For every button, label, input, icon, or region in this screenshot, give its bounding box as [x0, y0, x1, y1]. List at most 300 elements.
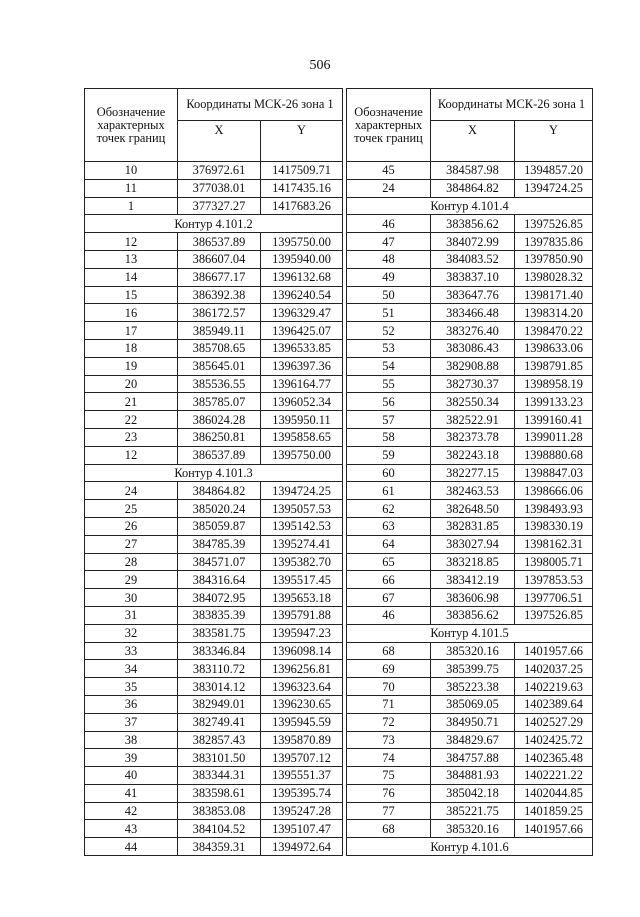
- y-coordinate-cell: 1402037.25: [515, 660, 593, 678]
- point-id-cell: 12: [85, 233, 178, 251]
- x-coordinate-cell: 382908.88: [431, 357, 515, 375]
- point-id-cell: 42: [85, 802, 178, 820]
- x-coordinate-cell: 386250.81: [178, 428, 261, 446]
- y-coordinate-cell: 1396098.14: [261, 642, 343, 660]
- y-coordinate-cell: 1397853.53: [515, 571, 593, 589]
- point-id-cell: 68: [347, 820, 431, 838]
- y-coordinate-cell: 1395142.53: [261, 517, 343, 535]
- y-coordinate-cell: 1402219.63: [515, 678, 593, 696]
- table-row: [347, 446, 593, 464]
- y-coordinate-cell: 1402527.29: [515, 713, 593, 731]
- point-id-cell: 66: [347, 571, 431, 589]
- point-id-cell: 76: [347, 784, 431, 802]
- y-coordinate-cell: 1399160.41: [515, 411, 593, 429]
- y-coordinate-cell: 1396164.77: [261, 375, 343, 393]
- point-id-cell: 34: [85, 660, 178, 678]
- point-id-cell: 52: [347, 322, 431, 340]
- point-id-cell: 29: [85, 571, 178, 589]
- x-coordinate-cell: 385708.65: [178, 339, 261, 357]
- x-coordinate-cell: 384864.82: [178, 482, 261, 500]
- contour-heading-row: [347, 197, 593, 215]
- x-coordinate-cell: 384950.71: [431, 713, 515, 731]
- point-id-cell: 13: [85, 250, 178, 268]
- x-coordinate-cell: 376972.61: [178, 162, 261, 180]
- y-coordinate-cell: 1398880.68: [515, 446, 593, 464]
- y-coordinate-cell: 1399133.23: [515, 393, 593, 411]
- y-coordinate-cell: 1398330.19: [515, 517, 593, 535]
- x-coordinate-cell: 383014.12: [178, 678, 261, 696]
- table-row: [85, 304, 343, 322]
- point-id-cell: 73: [347, 731, 431, 749]
- y-column-header: Y: [261, 121, 343, 162]
- y-coordinate-cell: 1395858.65: [261, 428, 343, 446]
- y-coordinate-cell: 1397850.90: [515, 250, 593, 268]
- table-row: [85, 695, 343, 713]
- table-row: [85, 482, 343, 500]
- point-id-cell: 10: [85, 162, 178, 180]
- x-coordinate-cell: 383856.62: [431, 606, 515, 624]
- table-row: [85, 250, 343, 268]
- table-row: [347, 571, 593, 589]
- point-id-cell: 48: [347, 250, 431, 268]
- point-id-cell: 27: [85, 535, 178, 553]
- y-coordinate-cell: 1398028.32: [515, 268, 593, 286]
- point-id-cell: 61: [347, 482, 431, 500]
- y-coordinate-cell: 1398171.40: [515, 286, 593, 304]
- table-row: [347, 411, 593, 429]
- y-coordinate-cell: 1395395.74: [261, 784, 343, 802]
- point-id-cell: 47: [347, 233, 431, 251]
- x-coordinate-cell: 385785.07: [178, 393, 261, 411]
- table-row: [85, 731, 343, 749]
- y-coordinate-cell: 1395870.89: [261, 731, 343, 749]
- table-row: [85, 233, 343, 251]
- x-coordinate-cell: 385221.75: [431, 802, 515, 820]
- table-row: [347, 233, 593, 251]
- coordinates-table-right: [346, 88, 593, 856]
- point-id-cell: 46: [347, 606, 431, 624]
- y-coordinate-cell: 1396230.65: [261, 695, 343, 713]
- x-coordinate-cell: 384587.98: [431, 162, 515, 180]
- label-column-header: Обозначение характерных точек границ: [347, 89, 431, 162]
- table-row: [85, 642, 343, 660]
- x-coordinate-cell: 382749.41: [178, 713, 261, 731]
- table-row: [347, 322, 593, 340]
- x-coordinate-cell: 384316.64: [178, 571, 261, 589]
- table-row: [85, 375, 343, 393]
- y-coordinate-cell: 1398847.03: [515, 464, 593, 482]
- point-id-cell: 36: [85, 695, 178, 713]
- table-row: [85, 624, 343, 642]
- table-row: [347, 482, 593, 500]
- x-coordinate-cell: 382730.37: [431, 375, 515, 393]
- y-coordinate-cell: 1396240.54: [261, 286, 343, 304]
- table-row: [85, 428, 343, 446]
- page-number: 506: [309, 58, 331, 73]
- x-coordinate-cell: 383853.08: [178, 802, 261, 820]
- point-id-cell: 17: [85, 322, 178, 340]
- y-coordinate-cell: 1398162.31: [515, 535, 593, 553]
- y-coordinate-cell: 1402425.72: [515, 731, 593, 749]
- x-coordinate-cell: 382522.91: [431, 411, 515, 429]
- y-coordinate-cell: 1395057.53: [261, 500, 343, 518]
- y-coordinate-cell: 1394724.25: [261, 482, 343, 500]
- x-coordinate-cell: 377038.01: [178, 179, 261, 197]
- table-row: [347, 517, 593, 535]
- table-row: [347, 642, 593, 660]
- y-coordinate-cell: 1417683.26: [261, 197, 343, 215]
- y-coordinate-cell: 1398493.93: [515, 500, 593, 518]
- table-row: [347, 784, 593, 802]
- point-id-cell: 60: [347, 464, 431, 482]
- y-coordinate-cell: 1417509.71: [261, 162, 343, 180]
- point-id-cell: 45: [347, 162, 431, 180]
- x-coordinate-cell: 383581.75: [178, 624, 261, 642]
- x-coordinate-cell: 384785.39: [178, 535, 261, 553]
- y-coordinate-cell: 1397526.85: [515, 215, 593, 233]
- point-id-cell: 19: [85, 357, 178, 375]
- y-coordinate-cell: 1397835.86: [515, 233, 593, 251]
- contour-heading: Контур 4.101.3: [85, 464, 343, 482]
- x-coordinate-cell: 382857.43: [178, 731, 261, 749]
- x-coordinate-cell: 385069.05: [431, 695, 515, 713]
- x-coordinate-cell: 382277.15: [431, 464, 515, 482]
- y-coordinate-cell: 1402365.48: [515, 749, 593, 767]
- x-coordinate-cell: 383835.39: [178, 606, 261, 624]
- table-row: [347, 553, 593, 571]
- y-coordinate-cell: 1401859.25: [515, 802, 593, 820]
- y-coordinate-cell: 1399011.28: [515, 428, 593, 446]
- point-id-cell: 12: [85, 446, 178, 464]
- table-row: [347, 731, 593, 749]
- table-row: [347, 695, 593, 713]
- x-coordinate-cell: 384104.52: [178, 820, 261, 838]
- point-id-cell: 16: [85, 304, 178, 322]
- point-id-cell: 71: [347, 695, 431, 713]
- point-id-cell: 77: [347, 802, 431, 820]
- point-id-cell: 51: [347, 304, 431, 322]
- x-coordinate-cell: 384072.99: [431, 233, 515, 251]
- y-coordinate-cell: 1395274.41: [261, 535, 343, 553]
- y-coordinate-cell: 1395940.00: [261, 250, 343, 268]
- y-coordinate-cell: 1398958.19: [515, 375, 593, 393]
- contour-heading-row: [347, 838, 593, 856]
- x-coordinate-cell: 382550.34: [431, 393, 515, 411]
- x-coordinate-cell: 384359.31: [178, 838, 261, 856]
- table-row: [347, 820, 593, 838]
- x-coordinate-cell: 384881.93: [431, 767, 515, 785]
- y-coordinate-cell: 1398791.85: [515, 357, 593, 375]
- y-coordinate-cell: 1395107.47: [261, 820, 343, 838]
- x-coordinate-cell: 385399.75: [431, 660, 515, 678]
- table-row: [85, 784, 343, 802]
- table-row: [347, 606, 593, 624]
- table-row: [85, 339, 343, 357]
- table-row: [85, 749, 343, 767]
- point-id-cell: 41: [85, 784, 178, 802]
- table-row: [85, 535, 343, 553]
- table-row: [347, 500, 593, 518]
- point-id-cell: 39: [85, 749, 178, 767]
- table-row: [85, 517, 343, 535]
- y-coordinate-cell: 1395950.11: [261, 411, 343, 429]
- x-coordinate-cell: 386537.89: [178, 233, 261, 251]
- point-id-cell: 58: [347, 428, 431, 446]
- table-row: [347, 749, 593, 767]
- table-row: [347, 179, 593, 197]
- y-coordinate-cell: 1398470.22: [515, 322, 593, 340]
- table-row: [85, 357, 343, 375]
- contour-heading-row: [347, 624, 593, 642]
- point-id-cell: 68: [347, 642, 431, 660]
- table-row: [85, 571, 343, 589]
- point-id-cell: 54: [347, 357, 431, 375]
- point-id-cell: 21: [85, 393, 178, 411]
- point-id-cell: 55: [347, 375, 431, 393]
- point-id-cell: 30: [85, 589, 178, 607]
- coordinates-table-left: [84, 88, 343, 856]
- x-coordinate-cell: 384072.95: [178, 589, 261, 607]
- contour-heading: Контур 4.101.2: [85, 215, 343, 233]
- table-row: [347, 713, 593, 731]
- point-id-cell: 35: [85, 678, 178, 696]
- x-coordinate-cell: 384083.52: [431, 250, 515, 268]
- x-coordinate-cell: 386537.89: [178, 446, 261, 464]
- table-row: [347, 535, 593, 553]
- point-id-cell: 24: [347, 179, 431, 197]
- table-row: [85, 197, 343, 215]
- table-row: [347, 304, 593, 322]
- table-row: [85, 713, 343, 731]
- x-coordinate-cell: 385223.38: [431, 678, 515, 696]
- x-coordinate-cell: 383412.19: [431, 571, 515, 589]
- y-coordinate-cell: 1396132.68: [261, 268, 343, 286]
- x-coordinate-cell: 383276.40: [431, 322, 515, 340]
- y-coordinate-cell: 1396329.47: [261, 304, 343, 322]
- point-id-cell: 37: [85, 713, 178, 731]
- y-coordinate-cell: 1394972.64: [261, 838, 343, 856]
- table-row: [347, 357, 593, 375]
- x-coordinate-cell: 383344.31: [178, 767, 261, 785]
- y-coordinate-cell: 1417435.16: [261, 179, 343, 197]
- x-coordinate-cell: 383598.61: [178, 784, 261, 802]
- point-id-cell: 31: [85, 606, 178, 624]
- coords-group-header: Координаты МСК-26 зона 1: [178, 89, 343, 121]
- y-coordinate-cell: 1396533.85: [261, 339, 343, 357]
- y-coordinate-cell: 1398314.20: [515, 304, 593, 322]
- table-row: [347, 660, 593, 678]
- point-id-cell: 18: [85, 339, 178, 357]
- x-coordinate-cell: 382463.53: [431, 482, 515, 500]
- contour-heading-row: [85, 215, 343, 233]
- y-coordinate-cell: 1395750.00: [261, 446, 343, 464]
- y-coordinate-cell: 1395750.00: [261, 233, 343, 251]
- point-id-cell: 70: [347, 678, 431, 696]
- point-id-cell: 50: [347, 286, 431, 304]
- x-coordinate-cell: 385949.11: [178, 322, 261, 340]
- x-coordinate-cell: 383466.48: [431, 304, 515, 322]
- point-id-cell: 53: [347, 339, 431, 357]
- y-coordinate-cell: 1395653.18: [261, 589, 343, 607]
- table-row: [85, 286, 343, 304]
- x-coordinate-cell: 382949.01: [178, 695, 261, 713]
- y-coordinate-cell: 1395945.59: [261, 713, 343, 731]
- x-coordinate-cell: 385645.01: [178, 357, 261, 375]
- x-coordinate-cell: 383101.50: [178, 749, 261, 767]
- x-coordinate-cell: 383837.10: [431, 268, 515, 286]
- point-id-cell: 67: [347, 589, 431, 607]
- point-id-cell: 24: [85, 482, 178, 500]
- label-column-header: Обозначение характерных точек границ: [85, 89, 178, 162]
- x-column-header: X: [178, 121, 261, 162]
- x-coordinate-cell: 383606.98: [431, 589, 515, 607]
- point-id-cell: 28: [85, 553, 178, 571]
- x-coordinate-cell: 386024.28: [178, 411, 261, 429]
- x-coordinate-cell: 385536.55: [178, 375, 261, 393]
- contour-heading: Контур 4.101.4: [347, 197, 593, 215]
- point-id-cell: 38: [85, 731, 178, 749]
- y-coordinate-cell: 1402221.22: [515, 767, 593, 785]
- x-coordinate-cell: 382243.18: [431, 446, 515, 464]
- table-row: [347, 589, 593, 607]
- point-id-cell: 23: [85, 428, 178, 446]
- y-coordinate-cell: 1396397.36: [261, 357, 343, 375]
- x-coordinate-cell: 384757.88: [431, 749, 515, 767]
- point-id-cell: 43: [85, 820, 178, 838]
- point-id-cell: 62: [347, 500, 431, 518]
- x-coordinate-cell: 384829.67: [431, 731, 515, 749]
- y-coordinate-cell: 1397526.85: [515, 606, 593, 624]
- table-row: [85, 411, 343, 429]
- point-id-cell: 69: [347, 660, 431, 678]
- point-id-cell: 20: [85, 375, 178, 393]
- y-coordinate-cell: 1401957.66: [515, 820, 593, 838]
- table-row: [85, 500, 343, 518]
- table-row: [347, 428, 593, 446]
- table-row: [347, 215, 593, 233]
- contour-heading: Контур 4.101.5: [347, 624, 593, 642]
- x-coordinate-cell: 384864.82: [431, 179, 515, 197]
- point-id-cell: 15: [85, 286, 178, 304]
- table-row: [347, 162, 593, 180]
- y-coordinate-cell: 1395517.45: [261, 571, 343, 589]
- x-coordinate-cell: 385320.16: [431, 820, 515, 838]
- table-row: [85, 553, 343, 571]
- x-coordinate-cell: 386607.04: [178, 250, 261, 268]
- x-coordinate-cell: 385020.24: [178, 500, 261, 518]
- y-coordinate-cell: 1395791.88: [261, 606, 343, 624]
- point-id-cell: 25: [85, 500, 178, 518]
- point-id-cell: 26: [85, 517, 178, 535]
- point-id-cell: 59: [347, 446, 431, 464]
- x-column-header: X: [431, 121, 515, 162]
- y-coordinate-cell: 1398005.71: [515, 553, 593, 571]
- table-row: [85, 446, 343, 464]
- table-row: [347, 286, 593, 304]
- x-coordinate-cell: 386172.57: [178, 304, 261, 322]
- table-row: [347, 464, 593, 482]
- x-coordinate-cell: 384571.07: [178, 553, 261, 571]
- point-id-cell: 63: [347, 517, 431, 535]
- x-coordinate-cell: 386677.17: [178, 268, 261, 286]
- table-row: [85, 268, 343, 286]
- y-coordinate-cell: 1402044.85: [515, 784, 593, 802]
- y-coordinate-cell: 1401957.66: [515, 642, 593, 660]
- point-id-cell: 49: [347, 268, 431, 286]
- x-coordinate-cell: 382373.78: [431, 428, 515, 446]
- table-row: [347, 375, 593, 393]
- table-row: [85, 838, 343, 856]
- x-coordinate-cell: 383856.62: [431, 215, 515, 233]
- table-row: [347, 767, 593, 785]
- x-coordinate-cell: 377327.27: [178, 197, 261, 215]
- y-coordinate-cell: 1396256.81: [261, 660, 343, 678]
- point-id-cell: 14: [85, 268, 178, 286]
- x-coordinate-cell: 383110.72: [178, 660, 261, 678]
- point-id-cell: 11: [85, 179, 178, 197]
- table-row: [85, 802, 343, 820]
- x-coordinate-cell: 383027.94: [431, 535, 515, 553]
- contour-heading-row: [85, 464, 343, 482]
- x-coordinate-cell: 383647.76: [431, 286, 515, 304]
- point-id-cell: 74: [347, 749, 431, 767]
- y-coordinate-cell: 1397706.51: [515, 589, 593, 607]
- point-id-cell: 46: [347, 215, 431, 233]
- point-id-cell: 1: [85, 197, 178, 215]
- point-id-cell: 33: [85, 642, 178, 660]
- x-coordinate-cell: 382831.85: [431, 517, 515, 535]
- y-coordinate-cell: 1395947.23: [261, 624, 343, 642]
- x-coordinate-cell: 383218.85: [431, 553, 515, 571]
- table-row: [85, 767, 343, 785]
- table-row: [85, 393, 343, 411]
- table-row: [347, 250, 593, 268]
- point-id-cell: 64: [347, 535, 431, 553]
- y-coordinate-cell: 1396323.64: [261, 678, 343, 696]
- table-row: [85, 322, 343, 340]
- table-row: [85, 589, 343, 607]
- y-coordinate-cell: 1394724.25: [515, 179, 593, 197]
- point-id-cell: 75: [347, 767, 431, 785]
- contour-heading: Контур 4.101.6: [347, 838, 593, 856]
- x-coordinate-cell: 385042.18: [431, 784, 515, 802]
- table-row: [347, 268, 593, 286]
- point-id-cell: 72: [347, 713, 431, 731]
- point-id-cell: 22: [85, 411, 178, 429]
- y-column-header: Y: [515, 121, 593, 162]
- table-row: [347, 802, 593, 820]
- y-coordinate-cell: 1395707.12: [261, 749, 343, 767]
- table-row: [347, 339, 593, 357]
- y-coordinate-cell: 1396425.07: [261, 322, 343, 340]
- table-row: [85, 162, 343, 180]
- y-coordinate-cell: 1395247.28: [261, 802, 343, 820]
- y-coordinate-cell: 1395382.70: [261, 553, 343, 571]
- table-row: [85, 820, 343, 838]
- table-row: [85, 179, 343, 197]
- y-coordinate-cell: 1395551.37: [261, 767, 343, 785]
- y-coordinate-cell: 1402389.64: [515, 695, 593, 713]
- x-coordinate-cell: 382648.50: [431, 500, 515, 518]
- table-row: [347, 678, 593, 696]
- point-id-cell: 56: [347, 393, 431, 411]
- table-row: [85, 678, 343, 696]
- point-id-cell: 44: [85, 838, 178, 856]
- table-row: [85, 660, 343, 678]
- table-row: [85, 606, 343, 624]
- point-id-cell: 40: [85, 767, 178, 785]
- point-id-cell: 65: [347, 553, 431, 571]
